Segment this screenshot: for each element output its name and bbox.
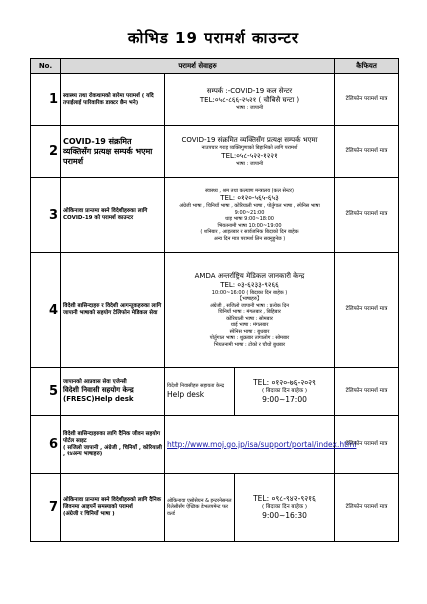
row-service: स्वास्थ्य , श्रम तथा कल्याण मन्त्रालय (कल सेन्टर) TEL: ०१२०-५६५-६५३ अंग्रेजी भाषा , चिनियाँ भाषा , कोरियाली भाषा , पोर्तुगाल भाषा , स्पेनिस भाषा 9:00~21:00 थाइ भाषा 9:00~18:00 भियतनामी भाषा 10:00~19:00 ( शनिबार , आइतबार र सार्वजनिक बिदाको दिन बाहेक अन्य दिन मात्र परामर्श लिन सक्नुहुनेछ ) [165, 178, 335, 253]
header-service: परामर्श सेवाहरु [61, 59, 335, 74]
row-number: 2 [31, 126, 61, 178]
row-name: विदेशी बासिन्दाहरुका लागि दैनिक जीवन सहयोग पोर्टल साइट ( सजिलो जापानी , अंग्रेजी , चिनियाँ , कोरियाली , १४अन्य भाषाहरु) [61, 416, 165, 474]
row-service-left: ओकिनावा एसोसेयन & इन्टरनेसनल रिलेसीसँग ऐच्छिक डेभलपमेन्ट फर वर्ल्ड [165, 474, 235, 542]
row-name: जापानको आप्रवास सेवा एजेन्सी विदेशी निवासी सहयोग केन्द्र (FRESC)Help desk [61, 368, 165, 416]
table-row [31, 368, 399, 416]
row-remark: टेलिफोन परामर्श मात्र [335, 126, 399, 178]
row-service-right: TEL: ०९८-९४२-९२१६ ( बिदाका दिन बाहेक ) 9:00~16:30 [235, 474, 335, 542]
row-number: 5 [31, 368, 61, 416]
row-remark: टेलिफोन परामर्श मात्र [335, 74, 399, 126]
row-service: COVID-19 संक्रमित व्यक्तिसँग प्रत्यक्ष सम्पर्क भएमा नाउपचार गराइ व्यक्तिगुणाको बिहानिको लागि परामर्श TEL:०५८-५२२-१२२१ भाषा : जापानी [165, 126, 335, 178]
table-header-row [31, 59, 399, 74]
row-name: विदेशी बासिन्दाहरु र विदेशी आगन्तुकहरुका लागि जापानी भाषाको सहयोग टेलिफोन मेडिकल सेवा [61, 253, 165, 368]
row-name: स्वास्थ्य तथा रोकथामको बारेमा परामर्श ( यदि तपाईलाई पारिवारिक डाक्टर छैन भने) [61, 74, 165, 126]
row-remark: टेलिफोन परामर्श मात्र [335, 178, 399, 253]
row-service-right: TEL: ०१२०-७६-२०२९ ( बिदाका दिन बाहेक ) 9:00~17:00 [235, 368, 335, 416]
table-row [31, 474, 399, 542]
table-row [31, 74, 399, 126]
row-remark: टेलिफोन परामर्श मात्र [335, 368, 399, 416]
row-service: AMDA अन्तर्राष्ट्रिय मेडिकल जानकारी केन्द्र TEL: ०३-६२३३-९२६६ 10:00~16:00 ( बिदाका दिन बाहेक ) 【भाषाहरु】 अंग्रेजी , सजिलो जापानी भाषा : प्रत्येक दिन चिनियाँ भाषा : मंगलबार , बिहिबार कोरियाली भाषा : सोमबार थाई भाषा : मंगलबार स्पेनिस भाषा : बुधबार पोर्तुगाल भाषा : शुक्रबार तागालोग : सोमबार भियतनामी भाषा : टोको र चौथो बुधबार [165, 253, 335, 368]
counter-table [30, 58, 399, 542]
header-no: No. [31, 59, 61, 74]
row-number: 7 [31, 474, 61, 542]
row-remark: टेलिफोन परामर्श मात्र [335, 416, 399, 474]
header-remark: कैफियत [335, 59, 399, 74]
row-number: 1 [31, 74, 61, 126]
row-name: ओकिनावा प्रान्तमा बस्ने विदेशीहरुको लागि दैनिक जिवनमा आइपर्ने समस्याको परामर्श (अंग्रेजी र चिनियाँ भाषा ) [61, 474, 165, 542]
portal-link[interactable]: http://www.moj.go.jp/isa/support/portal/index.html [167, 439, 357, 449]
page-title: कोभिड 19 परामर्श काउन्टर [127, 29, 300, 47]
row-number: 6 [31, 416, 61, 474]
row-remark: टेलिफोन परामर्श मात्र [335, 474, 399, 542]
row-name: COVID-19 संक्रमित व्यक्तिसँग प्रत्यक्ष सम्पर्क भएमा परामर्श [61, 126, 165, 178]
row-service: सम्पर्क :-COVID-19 कल सेन्टर TEL:०५८-८६६-२५२१ ( चौबिसै घन्टा ) भाषा : जापानी [165, 74, 335, 126]
table-row [31, 178, 399, 253]
table-row [31, 253, 399, 368]
row-remark: टेलिफोन परामर्श मात्र [335, 253, 399, 368]
row-number: 3 [31, 178, 61, 253]
row-service [165, 416, 357, 474]
table-row [31, 416, 399, 474]
row-name: ओकिनावा प्रान्तमा बस्ने विदेशीहरुका लागि COVID-19 को परामर्श काउन्टर [61, 178, 165, 253]
table-row [31, 126, 399, 178]
row-number: 4 [31, 253, 61, 368]
row-service-left: विदेशी निवासीहरु सहायता केन्द्र Help desk [165, 368, 235, 416]
